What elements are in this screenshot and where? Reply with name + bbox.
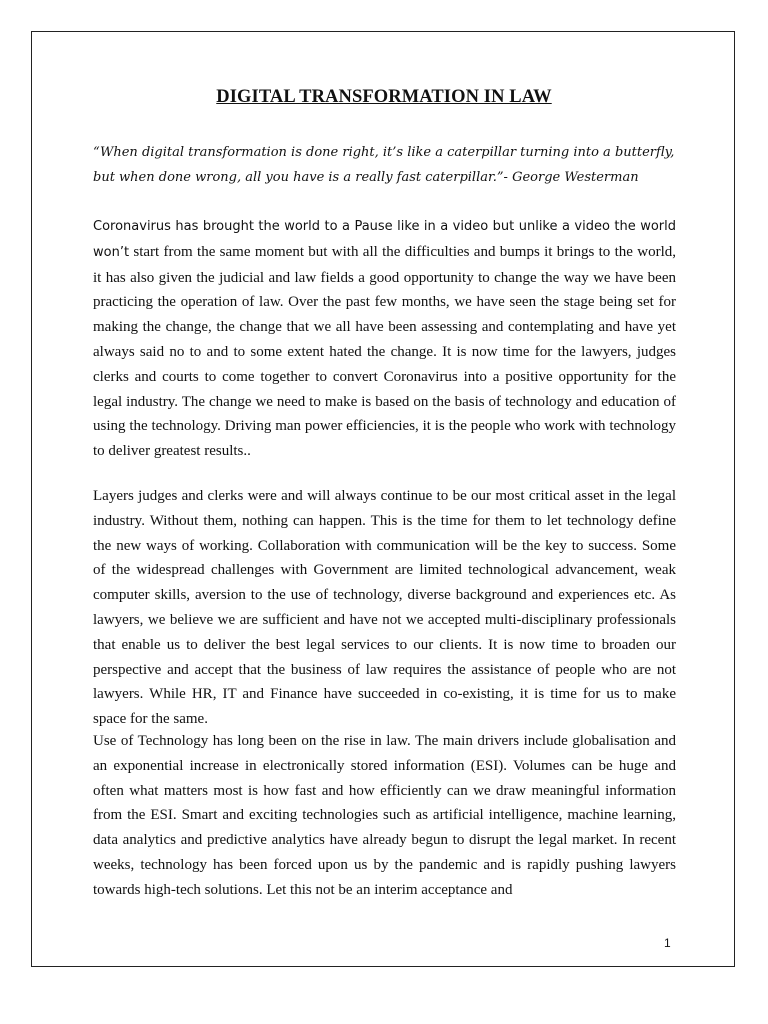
document-title: DIGITAL TRANSFORMATION IN LAW [216,87,552,107]
paragraph-lead-line: Coronavirus has brought the world to a Pause like in a video but unlike a video the world won’t [93,219,676,260]
paragraph-text: start from the same moment but with all the difficulties and bumps it brings to the world, it has also given the judicial and law fields a good opportunity to change the way we have been practicing the operation of law. Over the past few months, we have seen the stage being set for making the change, the change that we all have been assessing and contemplating and have yet always said no to and to some extent hated the change. It is now time for the lawyers, judges clerks and courts to come together to convert Coronavirus into a positive opportunity for the legal industry. The change we need to make is based on the basis of technology and education of using the technology. Driving man power efficiencies, it is the people who work with technology to deliver greatest results.. [93,243,676,460]
epigraph-quote: “When digital transformation is done right, it’s like a caterpillar turning into a butterfly, but when done wrong, all you have is a really fast caterpillar.”- George Westerman [93,145,675,185]
body-paragraph-1 [93,214,676,464]
body-paragraph-2: Layers judges and clerks were and will always continue to be our most critical asset in the legal industry. Without them, nothing can happen. This is the time for them to let technology define the new ways of working. Collaboration with communication will be the key to success. Some of the widespread challenges with Government are limited technological advancement, weak computer skills, aversion to the use of technology, diverse background and experiences etc. As lawyers, we believe we are sufficient and have not we accepted multi-disciplinary professionals that enable us to deliver the best legal services to our clients. It is now time to broaden our perspective and accept that the business of law requires the assistance of people who are not lawyers. While HR, IT and Finance have succeeded in co-existing, it is time for us to make space for the same. [93,488,676,728]
page-number: 1 [664,936,671,950]
body-paragraph-3: Use of Technology has long been on the rise in law. The main drivers include globalisation and an exponential increase in electronically stored information (ESI). Volumes can be huge and often what matters most is how fast and how efficiently can we draw meaningful information from the ESI. Smart and exciting technologies such as artificial intelligence, machine learning, data analytics and predictive analytics have already begun to disrupt the legal market. In recent weeks, technology has been forced upon us by the pandemic and is rapidly pushing lawyers towards high-tech solutions. Let this not be an interim acceptance and [93,733,676,898]
